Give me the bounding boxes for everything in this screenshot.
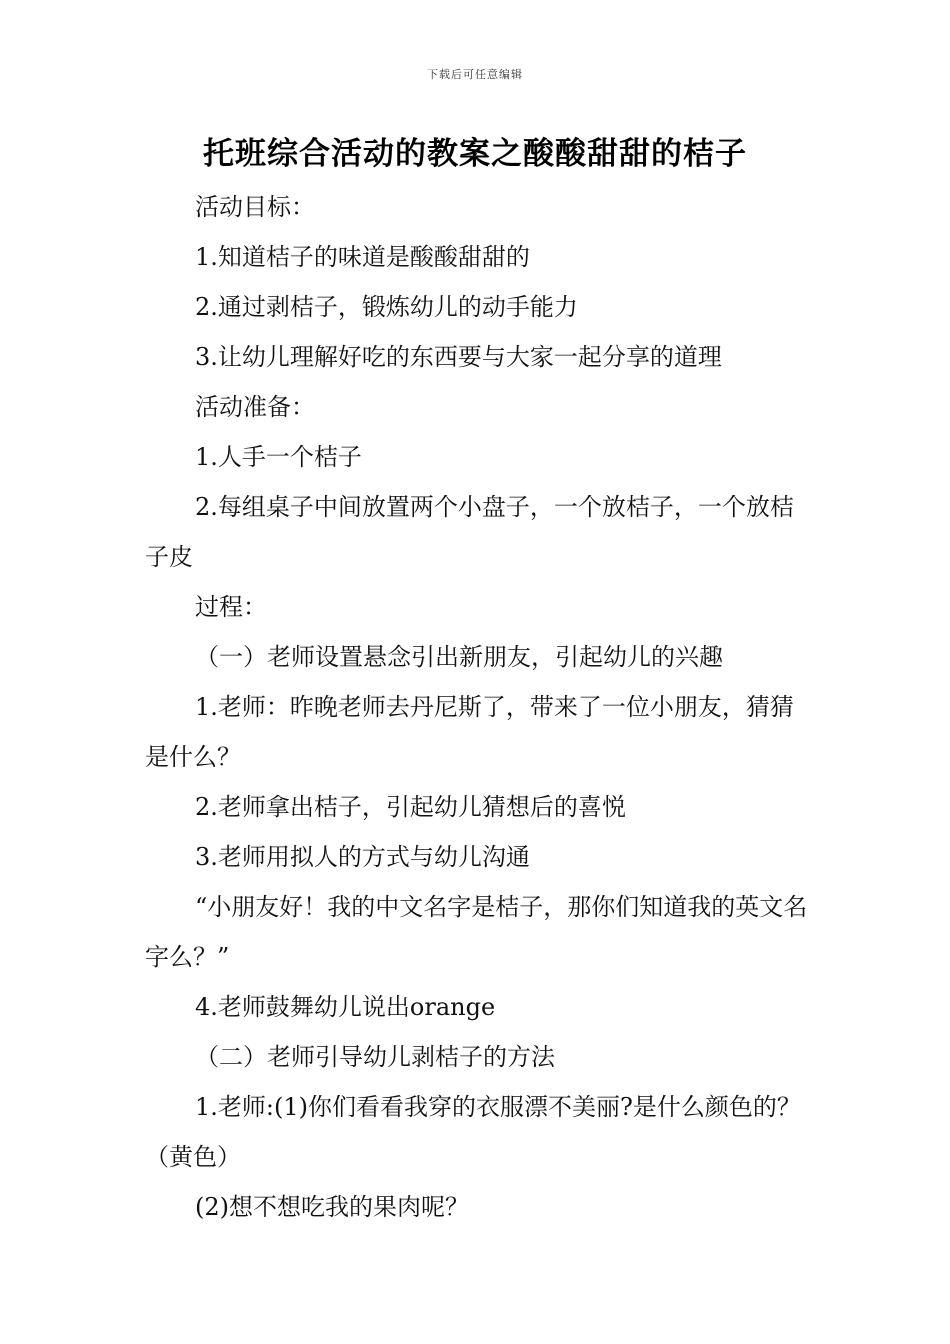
header-note: 下载后可任意编辑 [427, 68, 523, 81]
process-item: 3.老师用拟人的方式与幼儿沟通 [195, 843, 530, 871]
document-title: 托班综合活动的教案之酸酸甜甜的桔子 [203, 136, 747, 172]
process-item: (2)想不想吃我的果肉呢？ [195, 1193, 469, 1221]
preparation-item: 2.每组桌子中间放置两个小盘子，一个放桔子，一个放桔子皮 [145, 493, 794, 571]
section-heading-objectives: 活动目标： [195, 193, 315, 221]
process-step-heading: （一）老师设置悬念引出新朋友，引起幼儿的兴趣 [195, 643, 723, 671]
process-step-heading: （二）老师引导幼儿剥桔子的方法 [195, 1043, 555, 1071]
process-quote: “小朋友好！我的中文名字是桔子，那你们知道我的英文名字么？” [145, 893, 808, 971]
section-heading-process: 过程： [195, 593, 267, 621]
preparation-item: 1.人手一个桔子 [195, 443, 362, 471]
objective-item: 3.让幼儿理解好吃的东西要与大家一起分享的道理 [195, 343, 722, 371]
process-item: 1.老师：昨晚老师去丹尼斯了，带来了一位小朋友，猜猜是什么？ [145, 693, 794, 771]
process-item: 1.老师:(1)你们看看我穿的衣服漂不美丽?是什么颜色的？（黄色） [145, 1093, 801, 1171]
process-item: 4.老师鼓舞幼儿说出orange [195, 993, 496, 1021]
objective-item: 1.知道桔子的味道是酸酸甜甜的 [195, 243, 530, 271]
document-body [145, 182, 813, 1232]
process-item: 2.老师拿出桔子，引起幼儿猜想后的喜悦 [195, 793, 626, 821]
section-heading-preparation: 活动准备： [195, 393, 315, 421]
objective-item: 2.通过剥桔子，锻炼幼儿的动手能力 [195, 293, 578, 321]
